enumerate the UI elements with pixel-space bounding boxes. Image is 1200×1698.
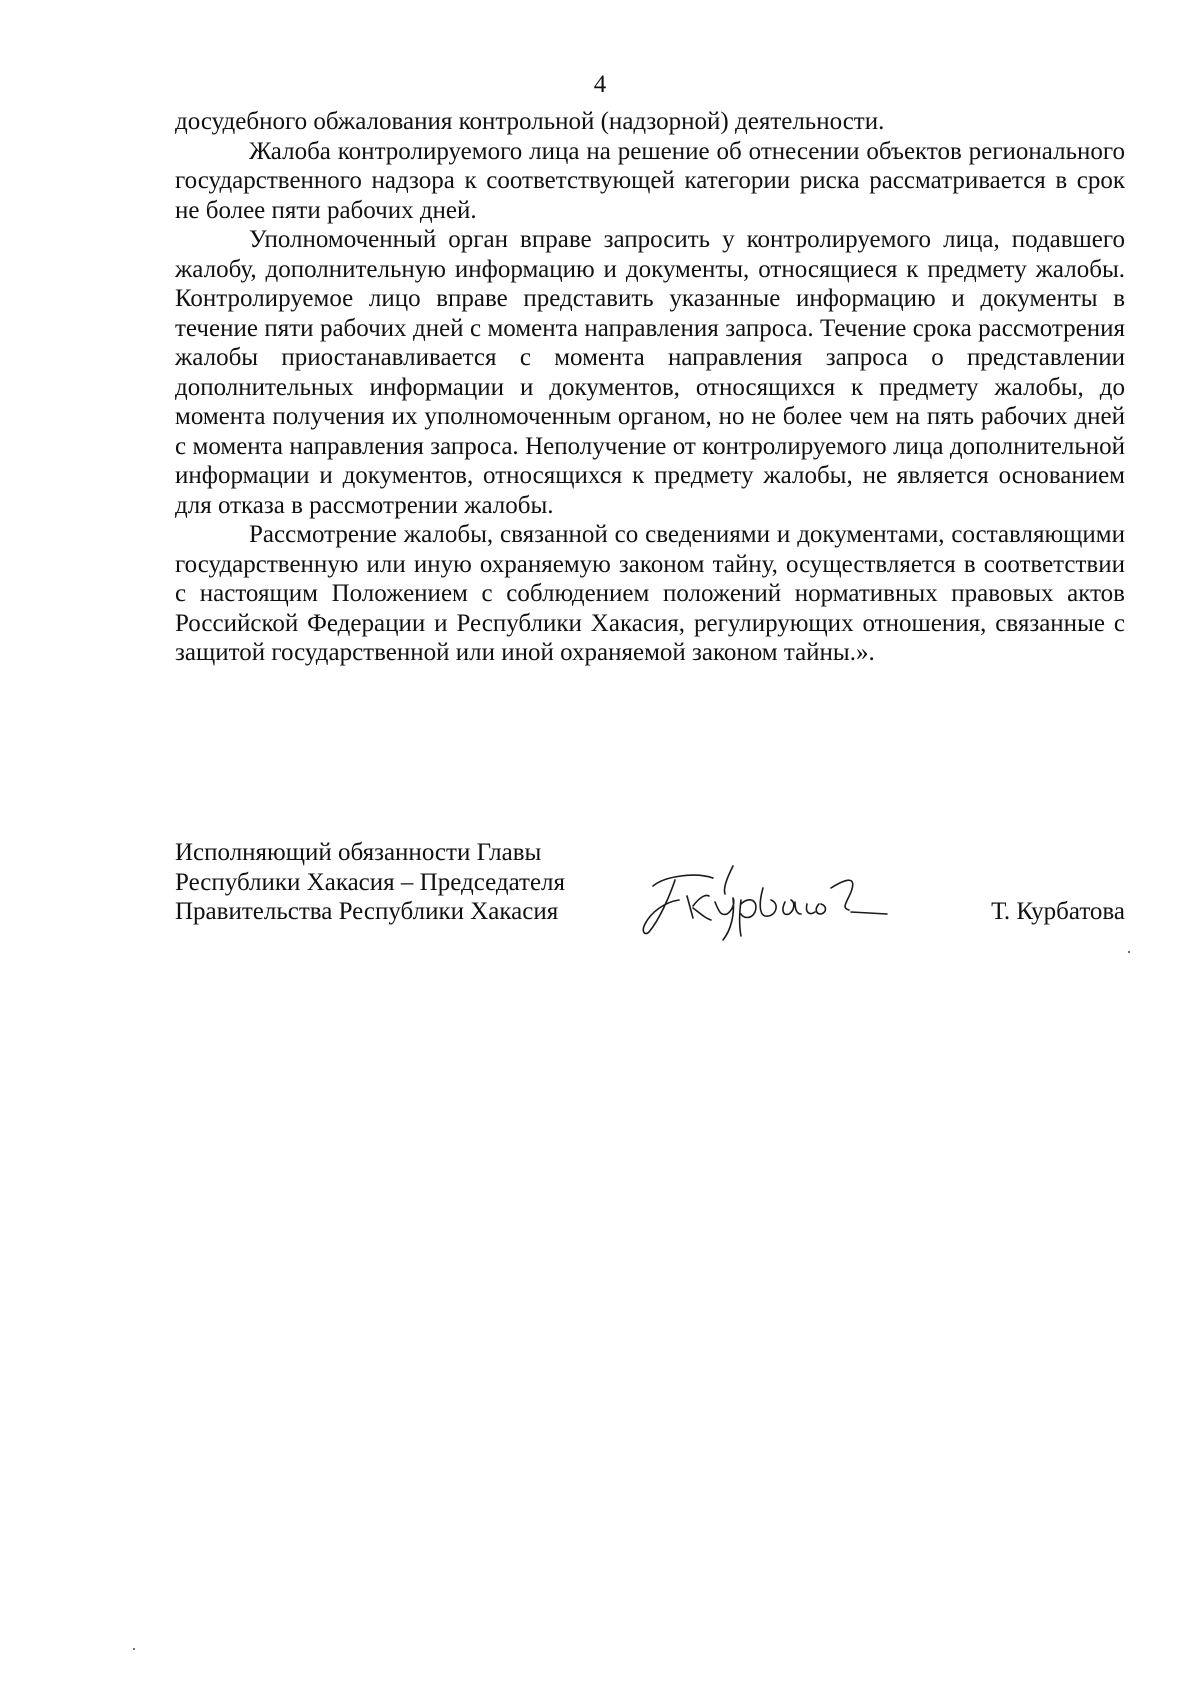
page-number: 4	[593, 71, 607, 98]
signer-position-line-2: Республики Хакасия – Председателя	[175, 868, 566, 896]
handwritten-signature	[635, 858, 905, 948]
paragraph-3: Уполномоченный орган вправе запросить у контролируемого лица, подавшего жалобу, дополнительную информацию и документы, относящиеся к предмету жалобы. Контролируемое лицо вправе представить указанные информацию и документы в течение пяти рабочих дней с момента направления запроса. Течение срока рассмотрения жалобы приостанавливается с момента направления запроса о представлении дополнительных информации и документов, относящихся к предмету жалобы, до момента получения их уполномоченным органом, но не более чем на пять рабочих дней с момента направления запроса. Неполучение от контролируемого лица дополнительной информации и документов, относящихся к предмету жалобы, не является основанием для отказа в рассмотрении жалобы.	[175, 226, 1125, 519]
document-body	[175, 107, 1125, 668]
paragraph-2: Жалоба контролируемого лица на решение об отнесении объектов регионального государственного надзора к соответствующей категории риска рассматривается в срок не более пяти рабочих дней.	[175, 137, 1125, 224]
signer-position-line-1: Исполняющий обязанности Главы	[175, 839, 542, 866]
signer-position	[175, 838, 615, 927]
signer-position-line-3: Правительства Республики Хакасия	[175, 898, 559, 925]
signature-block	[175, 838, 1125, 958]
paragraph-1: досудебного обжалования контрольной (надзорной) деятельности.	[175, 108, 885, 135]
scan-speck	[133, 1648, 135, 1650]
scan-speck	[1128, 951, 1130, 953]
paragraph-4: Рассмотрение жалобы, связанной со сведениями и документами, составляющими государственную или иную охраняемую законом тайну, осуществляется в соответствии с настоящим Положением с соблюдением положений нормативных правовых актов Российской Федерации и Республики Хакасия, регулирующих отношения, связанные с защитой государственной или иной охраняемой законом тайны.».	[175, 521, 1125, 666]
signer-name: Т. Курбатова	[991, 898, 1125, 925]
